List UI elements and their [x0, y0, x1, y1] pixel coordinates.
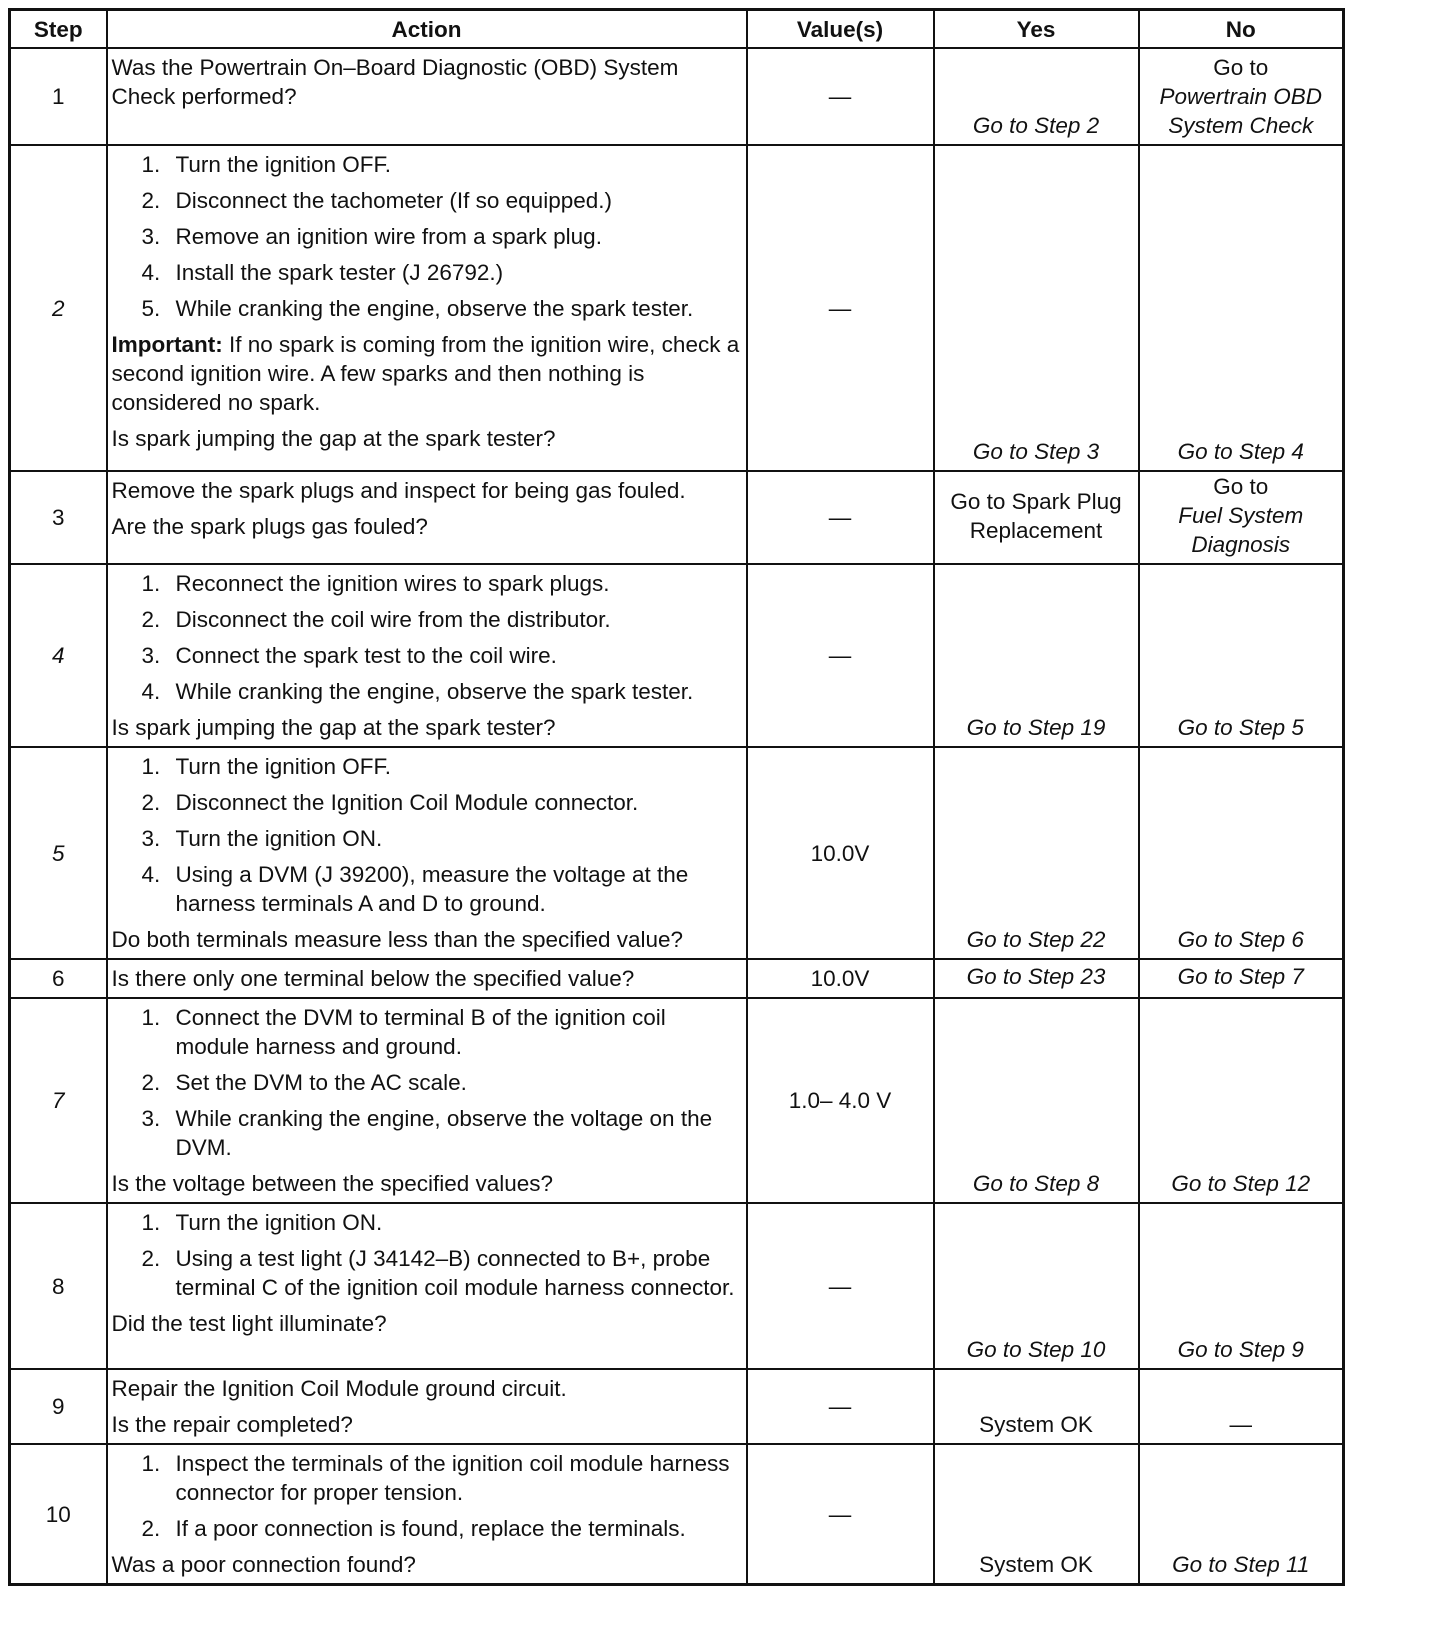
action-item	[112, 605, 742, 634]
no-link: Go to Step 5	[1177, 715, 1304, 740]
item-text: Repair the Ignition Coil Module ground circuit.	[111, 1376, 567, 1401]
action-cell	[107, 145, 747, 471]
header-action: Action	[107, 10, 747, 49]
no-result	[1139, 959, 1344, 998]
item-text: Disconnect the tachometer (If so equipped.)	[175, 188, 612, 213]
no-result	[1139, 471, 1344, 564]
action-item	[112, 1550, 742, 1579]
yes-result	[934, 1369, 1139, 1444]
item-text: Inspect the terminals of the ignition coil module harness connector for proper tension.	[175, 1451, 730, 1505]
item-number: 3.	[141, 643, 161, 668]
action-item	[112, 1244, 742, 1302]
item-text: Is spark jumping the gap at the spark tester?	[111, 426, 556, 451]
action-item	[112, 1449, 742, 1507]
step-number: 3	[10, 471, 107, 564]
action-item	[112, 713, 742, 742]
no-text: Go to	[1213, 55, 1269, 80]
action-item	[112, 424, 742, 453]
table-row	[10, 1444, 1344, 1585]
no-result	[1139, 1444, 1344, 1585]
action-item	[112, 1374, 742, 1403]
item-text: Is the voltage between the specified values?	[111, 1171, 554, 1196]
no-text: —	[1229, 1412, 1252, 1437]
action-cell	[107, 1203, 747, 1369]
action-cell	[107, 1444, 747, 1585]
item-text: Remove an ignition wire from a spark plug.	[175, 224, 602, 249]
action-item	[112, 258, 742, 287]
no-link: Go to Step 12	[1171, 1171, 1311, 1196]
step-number: 5	[10, 747, 107, 959]
item-text: Turn the ignition ON.	[175, 826, 383, 851]
item-text: Turn the ignition OFF.	[175, 152, 392, 177]
value-cell: —	[747, 471, 934, 564]
yes-result	[934, 471, 1139, 564]
item-number: 1.	[141, 1005, 161, 1030]
item-number: 1.	[141, 1451, 161, 1476]
item-text: Install the spark tester (J 26792.)	[175, 260, 504, 285]
no-link: Go to Step 11	[1172, 1552, 1310, 1577]
yes-result	[934, 747, 1139, 959]
item-text: Is the repair completed?	[111, 1412, 353, 1437]
item-number: 4.	[141, 679, 161, 704]
action-item	[112, 860, 742, 918]
no-link: Fuel System Diagnosis	[1178, 503, 1304, 557]
yes-text: System OK	[979, 1412, 1093, 1437]
important-label: Important:	[111, 332, 223, 357]
action-cell	[107, 471, 747, 564]
table-row	[10, 1369, 1344, 1444]
yes-link: Go to Step 10	[966, 1337, 1106, 1362]
item-number: 4.	[141, 260, 161, 285]
item-number: 2.	[141, 607, 161, 632]
action-item	[112, 641, 742, 670]
item-text: If a poor connection is found, replace the terminals.	[175, 1516, 686, 1541]
action-item	[112, 824, 742, 853]
action-cell	[107, 959, 747, 998]
no-result	[1139, 747, 1344, 959]
action-item	[112, 964, 742, 993]
yes-result	[934, 1444, 1139, 1585]
action-item	[112, 222, 742, 251]
value-cell: 10.0V	[747, 959, 934, 998]
item-number: 2.	[141, 188, 161, 213]
value-cell: —	[747, 1369, 934, 1444]
yes-result	[934, 564, 1139, 747]
action-item	[112, 1410, 742, 1439]
item-text: Was the Powertrain On–Board Diagnostic (OBD) System Check performed?	[111, 55, 679, 109]
yes-result	[934, 48, 1139, 145]
item-text: Using a test light (J 34142–B) connected to B+, probe terminal C of the ignition coil module harness connector.	[175, 1246, 735, 1300]
no-link: Go to Step 7	[1177, 964, 1304, 989]
no-link: Go to Step 9	[1177, 1337, 1304, 1362]
action-item	[112, 1169, 742, 1198]
yes-text: Go to Spark Plug Replacement	[950, 488, 1122, 543]
table-row	[10, 747, 1344, 959]
action-cell	[107, 998, 747, 1203]
item-text: Turn the ignition OFF.	[175, 754, 392, 779]
item-number: 3.	[141, 224, 161, 249]
value-cell: 1.0– 4.0 V	[747, 998, 934, 1203]
yes-result	[934, 998, 1139, 1203]
item-number: 3.	[141, 826, 161, 851]
yes-link: Go to Step 8	[972, 1171, 1100, 1196]
step-number: 2	[10, 145, 107, 471]
header-values: Value(s)	[747, 10, 934, 49]
action-item	[112, 53, 742, 111]
no-text: Go to	[1213, 474, 1269, 499]
action-item	[112, 150, 742, 179]
yes-link: Go to Step 19	[966, 715, 1106, 740]
table-row	[10, 145, 1344, 471]
step-number: 1	[10, 48, 107, 145]
item-text: Set the DVM to the AC scale.	[175, 1070, 467, 1095]
item-number: 3.	[141, 1106, 161, 1131]
action-item	[112, 1104, 742, 1162]
item-text: If no spark is coming from the ignition wire, check a second ignition wire. A few sparks and then nothing is considered no spark.	[111, 332, 740, 415]
value-cell: 10.0V	[747, 747, 934, 959]
table-row	[10, 959, 1344, 998]
step-number: 6	[10, 959, 107, 998]
item-text: Are the spark plugs gas fouled?	[111, 514, 428, 539]
item-number: 2.	[141, 1246, 161, 1271]
item-number: 2.	[141, 1516, 161, 1541]
item-text: Reconnect the ignition wires to spark plugs.	[175, 571, 610, 596]
header-no: No	[1139, 10, 1344, 49]
action-item	[112, 925, 742, 954]
header-step: Step	[10, 10, 107, 49]
no-result	[1139, 1203, 1344, 1369]
step-number: 8	[10, 1203, 107, 1369]
yes-link: Go to Step 22	[966, 927, 1106, 952]
no-result	[1139, 1369, 1344, 1444]
table-row	[10, 471, 1344, 564]
no-link: Go to Step 4	[1177, 439, 1304, 464]
action-cell	[107, 48, 747, 145]
item-text: Is there only one terminal below the specified value?	[111, 966, 635, 991]
diagnostic-table	[8, 8, 1345, 1586]
action-item	[112, 512, 742, 541]
item-text: While cranking the engine, observe the spark tester.	[175, 679, 694, 704]
action-item	[112, 294, 742, 323]
item-number: 1.	[141, 754, 161, 779]
action-item	[112, 1003, 742, 1061]
item-text: While cranking the engine, observe the spark tester.	[175, 296, 694, 321]
yes-result	[934, 959, 1139, 998]
no-result	[1139, 998, 1344, 1203]
item-text: Using a DVM (J 39200), measure the voltage at the harness terminals A and D to ground.	[175, 862, 689, 916]
value-cell: —	[747, 145, 934, 471]
action-cell	[107, 747, 747, 959]
item-text: Was a poor connection found?	[111, 1552, 416, 1577]
value-cell: —	[747, 48, 934, 145]
yes-link: Go to Step 23	[966, 964, 1106, 989]
header-row	[10, 10, 1344, 49]
action-cell	[107, 564, 747, 747]
no-result	[1139, 564, 1344, 747]
action-item	[112, 1309, 742, 1338]
action-cell	[107, 1369, 747, 1444]
table-row	[10, 1203, 1344, 1369]
table-row	[10, 998, 1344, 1203]
item-text: Is spark jumping the gap at the spark tester?	[111, 715, 556, 740]
yes-link: Go to Step 3	[972, 439, 1100, 464]
yes-link: Go to Step 2	[972, 113, 1100, 138]
value-cell: —	[747, 564, 934, 747]
action-item	[112, 569, 742, 598]
yes-result	[934, 145, 1139, 471]
item-number: 2.	[141, 1070, 161, 1095]
action-item	[112, 330, 742, 417]
no-link: Powertrain OBD System Check	[1159, 84, 1323, 138]
no-result	[1139, 145, 1344, 471]
item-text: Disconnect the Ignition Coil Module connector.	[175, 790, 639, 815]
item-text: While cranking the engine, observe the voltage on the DVM.	[175, 1106, 713, 1160]
yes-result	[934, 1203, 1139, 1369]
item-number: 5.	[141, 296, 161, 321]
value-cell: —	[747, 1203, 934, 1369]
step-number: 9	[10, 1369, 107, 1444]
action-item	[112, 1068, 742, 1097]
header-yes: Yes	[934, 10, 1139, 49]
item-text: Did the test light illuminate?	[111, 1311, 387, 1336]
no-result	[1139, 48, 1344, 145]
action-item	[112, 677, 742, 706]
action-item	[112, 788, 742, 817]
item-number: 2.	[141, 790, 161, 815]
item-text: Do both terminals measure less than the specified value?	[111, 927, 684, 952]
step-number: 7	[10, 998, 107, 1203]
action-item	[112, 1208, 742, 1237]
item-text: Turn the ignition ON.	[175, 1210, 383, 1235]
action-item	[112, 1514, 742, 1543]
no-link: Go to Step 6	[1177, 927, 1304, 952]
table-row	[10, 48, 1344, 145]
item-number: 1.	[141, 1210, 161, 1235]
action-item	[112, 476, 742, 505]
action-item	[112, 752, 742, 781]
item-text: Remove the spark plugs and inspect for being gas fouled.	[111, 478, 686, 503]
action-item	[112, 186, 742, 215]
yes-text: System OK	[979, 1552, 1093, 1577]
item-number: 1.	[141, 571, 161, 596]
step-number: 10	[10, 1444, 107, 1585]
item-number: 4.	[141, 862, 161, 887]
item-text: Disconnect the coil wire from the distributor.	[175, 607, 611, 632]
table-row	[10, 564, 1344, 747]
value-cell: —	[747, 1444, 934, 1585]
step-number: 4	[10, 564, 107, 747]
item-text: Connect the DVM to terminal B of the ignition coil module harness and ground.	[175, 1005, 666, 1059]
item-number: 1.	[141, 152, 161, 177]
item-text: Connect the spark test to the coil wire.	[175, 643, 557, 668]
